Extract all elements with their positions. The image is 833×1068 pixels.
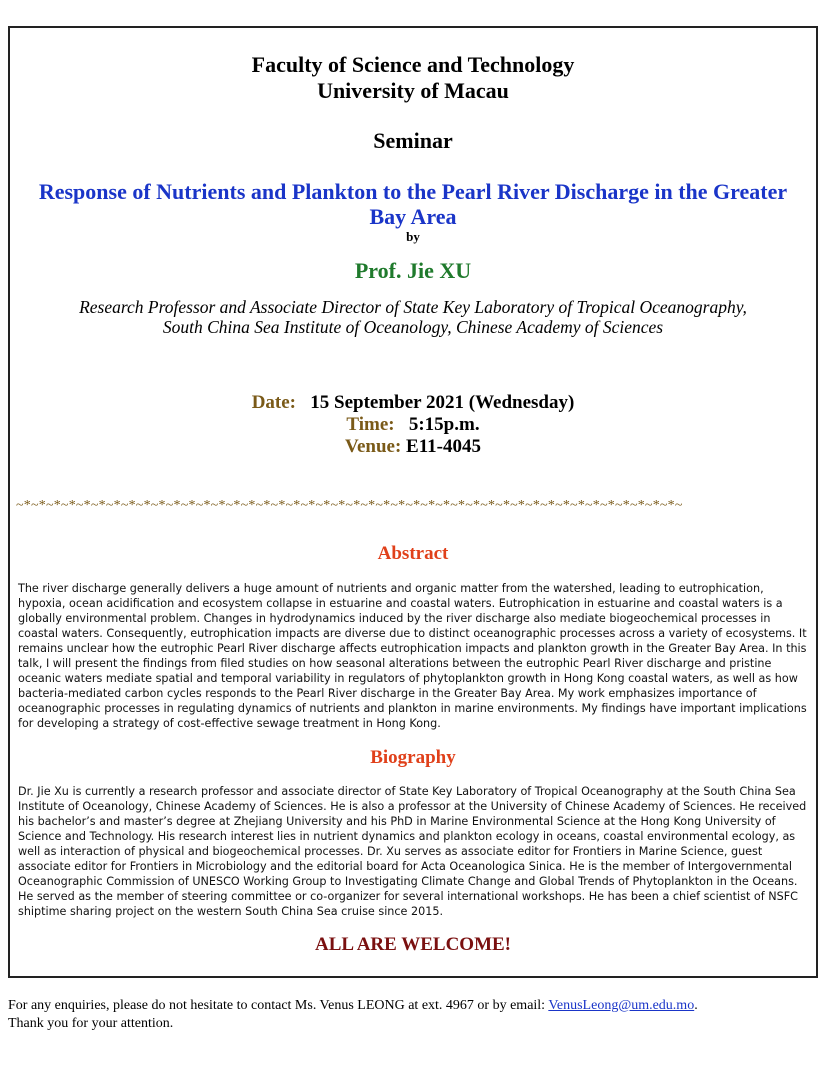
time-row: [10, 414, 816, 436]
affiliation-line-2: South China Sea Institute of Oceanology, Chinese Academy of Sciences: [162, 317, 664, 337]
date-row: [10, 392, 816, 414]
faculty-name: Faculty of Science and Technology: [251, 52, 575, 77]
speaker-affiliation: [10, 297, 816, 337]
seminar-poster: [8, 26, 818, 978]
time-value: 5:15p.m.: [408, 414, 480, 435]
faculty-header: [10, 52, 816, 104]
talk-title: Response of Nutrients and Plankton to the Pearl River Discharge in the Greater Bay Area: [38, 179, 788, 229]
time-label: Time:: [346, 414, 395, 435]
biography-heading: Biography: [370, 747, 456, 768]
enquiry-period: .: [694, 998, 698, 1013]
venue-row: [10, 436, 816, 458]
welcome-banner: ALL ARE WELCOME!: [314, 934, 512, 955]
date-label: Date:: [251, 392, 296, 413]
contact-footer: [8, 997, 823, 1033]
email-link[interactable]: VenusLeong@um.edu.mo: [548, 998, 695, 1013]
decorative-divider: ~*~*~*~*~*~*~*~*~*~*~*~*~*~*~*~*~*~*~*~*~*~*~*~*~*~*~*~*~*~*~*~*~*~*~*~*~*~*~*~*~*~*~*~*~: [16, 498, 683, 513]
by-label: by: [406, 229, 420, 244]
speaker-name: Prof. Jie XU: [354, 258, 472, 283]
date-value: 15 September 2021 (Wednesday): [310, 392, 575, 413]
affiliation-line-1: Research Professor and Associate Director of State Key Laboratory of Tropical Oceanography,: [79, 297, 747, 317]
abstract-heading: Abstract: [377, 543, 449, 564]
university-name: University of Macau: [317, 78, 509, 103]
event-type: Seminar: [373, 128, 453, 153]
thanks-text: Thank you for your attention.: [8, 1016, 174, 1031]
venue-label: Venue:: [344, 436, 402, 457]
venue-value: E11-4045: [406, 436, 481, 457]
biography-text: Dr. Jie Xu is currently a research professor and associate director of State Key Laboratory of Tropical Oceanography at the South China Sea Institute of Oceanology, Chinese Academy of Sciences. He is also a professor at the University of Chinese Academy of Sciences. He received his bachelor’s and master’s degree at Zhejiang University and his PhD in Marine Environmental Science at the Hong Kong University of Science and Technology. His research interest lies in nutrient dynamics and plankton ecology in oceans, coastal environmental ecology, as well as interaction of physical and biogeochemical processes. Dr. Xu serves as associate editor for Frontiers in Marine Science, guest associate editor for Frontiers in Microbiology and the editorial board for Acta Oceanologica Sinica. He is the member of Intergovernmental Oceanographic Commission of UNESCO Working Group to Investigating Climate Change and Global Trends of Phytoplankton in the Oceans. He served as the member of steering committee or co-organizer for several international workshops. He has been a chief scientist of NSFC shiptime sharing project on the western South China Sea cruise since 2015.: [18, 785, 807, 918]
abstract-text: The river discharge generally delivers a huge amount of nutrients and organic matter from the watershed, leading to eutrophication, hypoxia, ocean acidification and ecosystem collapse in estuarine and coastal waters. Eutrophication in estuarine and coastal waters is a globally environmental problem. Changes in hydrodynamics induced by the river discharge also mediate biogeochemical processes in coastal waters. Consequently, eutrophication impacts are diverse due to distinct oceanographic processes across a variety of ecosystems. It remains unclear how the eutrophic Pearl River discharge affects eutrophication impacts and plankton growth in the Greater Bay Area. In this talk, I will present the findings from filed studies on how seasonal alterations between the eutrophic Pearl River discharge and pristine oceanic waters mediate spatial and temporal variability in regulators of phytoplankton growth in Hong Kong coastal waters, as well as how bacteria-mediated carbon cycles responds to the Pearl River discharge in the Greater Bay Area. My work emphasizes importance of oceanographic processes in regulating dynamics of nutrients and plankton in marine environments. My findings have important implications for developing a strategy of cost-effective sewage treatment in Hong Kong.: [18, 582, 807, 730]
enquiry-text: For any enquiries, please do not hesitate to contact Ms. Venus LEONG at ext. 4967 or by email:: [8, 998, 549, 1013]
